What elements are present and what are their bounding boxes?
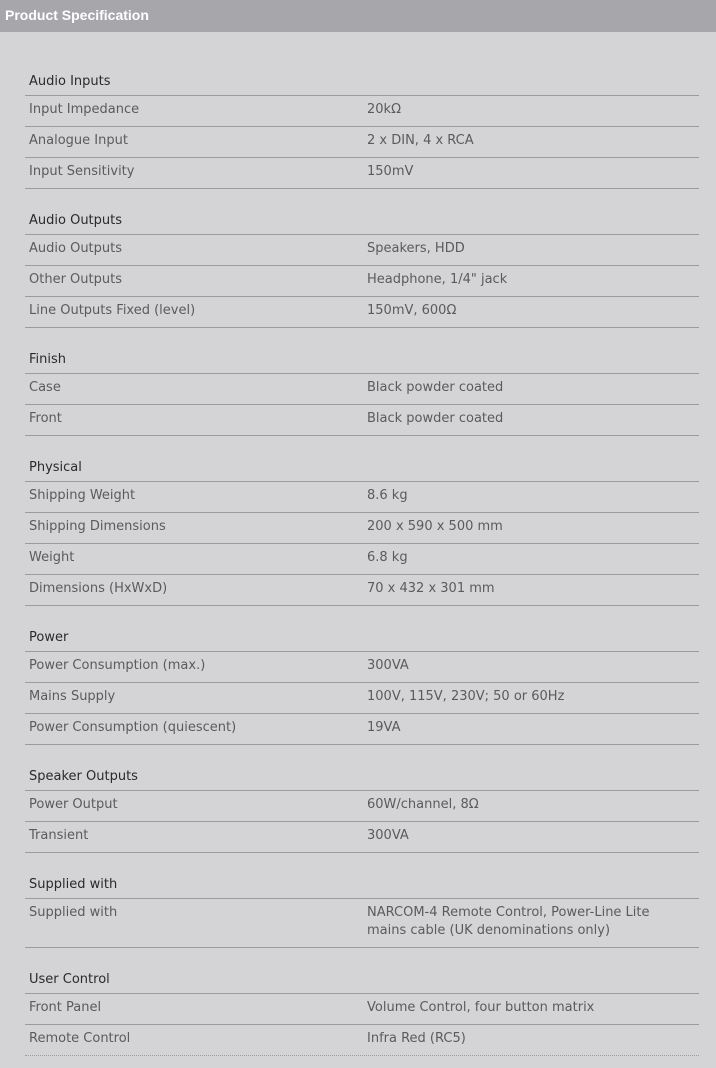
spec-value: Headphone, 1/4" jack — [367, 272, 508, 287]
spec-row — [25, 158, 699, 189]
spec-section — [25, 456, 699, 606]
spec-value: 300VA — [367, 658, 409, 673]
spec-label: Shipping Weight — [29, 488, 136, 503]
spec-label: Power Consumption (max.) — [29, 658, 206, 673]
spec-section — [25, 626, 699, 745]
spec-section — [25, 873, 699, 948]
spec-label: Front Panel — [29, 1000, 102, 1015]
spec-row — [25, 714, 699, 745]
spec-row — [25, 266, 699, 297]
spec-value: 300VA — [367, 828, 409, 843]
spec-label: Power Consumption (quiescent) — [29, 720, 237, 735]
spec-value: 60W/channel, 8Ω — [367, 797, 479, 812]
spec-table — [25, 32, 699, 1056]
spec-label: Input Sensitivity — [29, 164, 135, 179]
spec-row — [25, 822, 699, 853]
spec-value: 70 x 432 x 301 mm — [367, 581, 495, 596]
page-title: Product Specification — [5, 7, 149, 23]
spec-row — [25, 899, 699, 948]
spec-row — [25, 1025, 699, 1056]
section-title: User Control — [25, 968, 699, 994]
spec-label: Other Outputs — [29, 272, 122, 287]
spec-value: 150mV, 600Ω — [367, 303, 457, 318]
spec-value: Black powder coated — [367, 380, 504, 395]
spec-value: Infra Red (RC5) — [367, 1031, 466, 1046]
spec-value: 6.8 kg — [367, 550, 408, 565]
section-title: Supplied with — [25, 873, 699, 899]
spec-row — [25, 235, 699, 266]
spec-row — [25, 994, 699, 1025]
spec-value: 200 x 590 x 500 mm — [367, 519, 503, 534]
spec-label: Case — [29, 380, 61, 395]
spec-value: NARCOM-4 Remote Control, Power-Line Lite mains cable (UK denominations only) — [367, 905, 650, 938]
spec-label: Supplied with — [29, 905, 118, 920]
spec-value: 19VA — [367, 720, 401, 735]
spec-value: 100V, 115V, 230V; 50 or 60Hz — [367, 689, 565, 704]
spec-row — [25, 791, 699, 822]
spec-row — [25, 683, 699, 714]
spec-value: 2 x DIN, 4 x RCA — [367, 133, 474, 148]
spec-row — [25, 405, 699, 436]
spec-label: Dimensions (HxWxD) — [29, 581, 168, 596]
spec-value: 20kΩ — [367, 102, 402, 117]
spec-value: 8.6 kg — [367, 488, 408, 503]
spec-row — [25, 127, 699, 158]
section-title: Physical — [25, 456, 699, 482]
spec-row — [25, 575, 699, 606]
spec-label: Transient — [29, 828, 89, 843]
spec-row — [25, 544, 699, 575]
spec-row — [25, 513, 699, 544]
spec-label: Mains Supply — [29, 689, 116, 704]
spec-section — [25, 765, 699, 853]
spec-label: Remote Control — [29, 1031, 131, 1046]
section-title: Power — [25, 626, 699, 652]
spec-row — [25, 96, 699, 127]
spec-label: Power Output — [29, 797, 118, 812]
section-title: Speaker Outputs — [25, 765, 699, 791]
spec-section — [25, 348, 699, 436]
spec-row — [25, 482, 699, 513]
spec-section — [25, 209, 699, 328]
spec-value: Speakers, HDD — [367, 241, 465, 256]
spec-label: Line Outputs Fixed (level) — [29, 303, 196, 318]
spec-label: Weight — [29, 550, 75, 565]
spec-label: Analogue Input — [29, 133, 128, 148]
spec-value: 150mV — [367, 164, 414, 179]
spec-label: Input Impedance — [29, 102, 140, 117]
spec-value: Black powder coated — [367, 411, 504, 426]
spec-label: Shipping Dimensions — [29, 519, 166, 534]
section-title: Audio Outputs — [25, 209, 699, 235]
spec-section — [25, 70, 699, 189]
spec-section — [25, 968, 699, 1056]
spec-row — [25, 652, 699, 683]
section-title: Finish — [25, 348, 699, 374]
spec-value: Volume Control, four button matrix — [367, 1000, 595, 1015]
spec-label: Front — [29, 411, 62, 426]
spec-row — [25, 374, 699, 405]
section-title: Audio Inputs — [25, 70, 699, 96]
page-header — [0, 0, 716, 32]
spec-row — [25, 297, 699, 328]
spec-label: Audio Outputs — [29, 241, 123, 256]
